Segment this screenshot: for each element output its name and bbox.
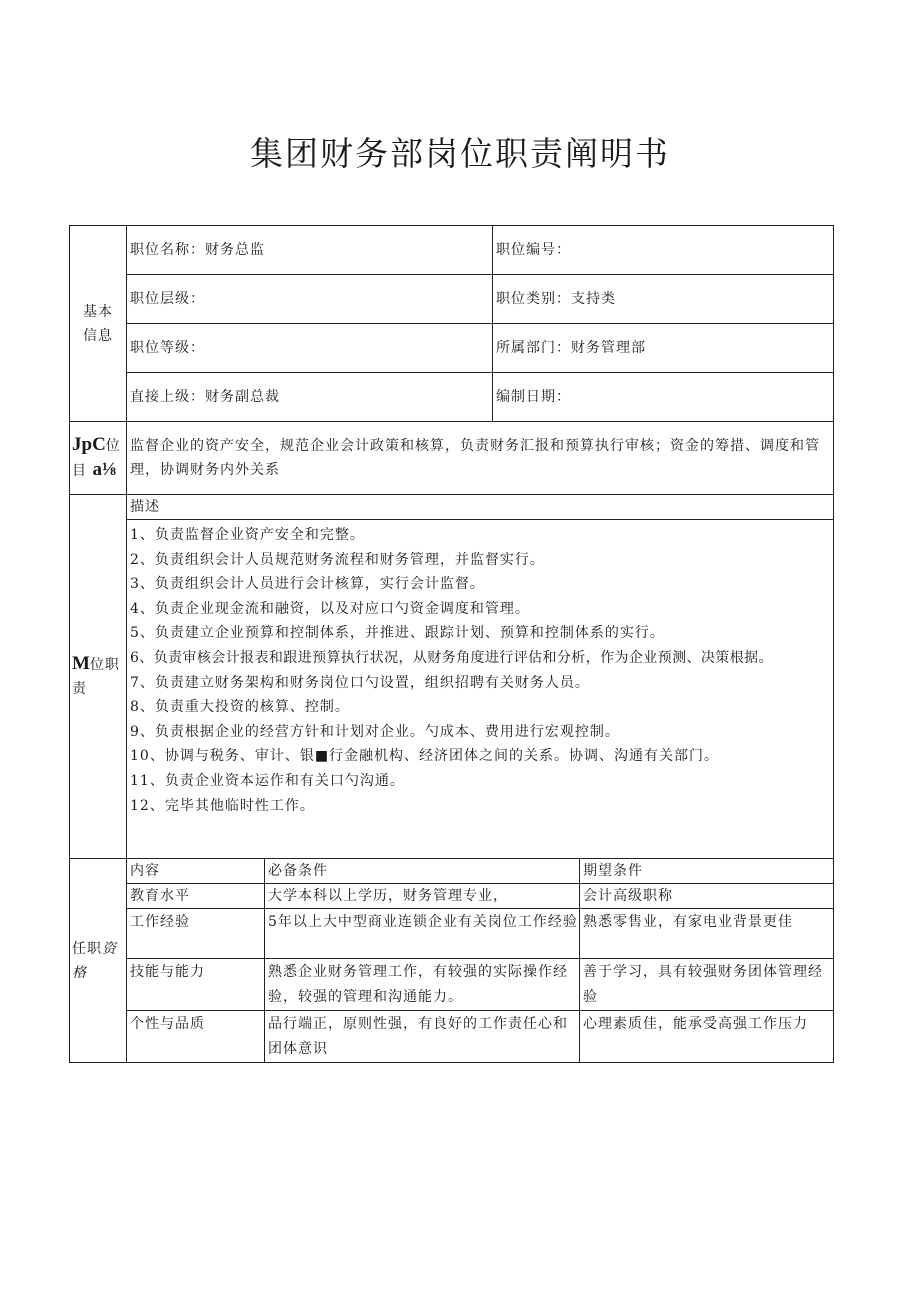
qual-row [70, 884, 834, 909]
qual-content: 工作经验 [127, 909, 265, 959]
duties-list-row [70, 520, 834, 859]
qual-desired: 善于学习，具有较强财务团体管理经验 [580, 959, 834, 1011]
duties-label [70, 495, 127, 859]
position-level-cell: 职位层级： [127, 275, 493, 324]
duties-label-c: 责 [72, 681, 87, 697]
basic-info-label-text: 基本 信息 [83, 303, 113, 344]
purpose-row [70, 422, 834, 495]
duty-item: 1、负责监督企业资产安全和完整。 [130, 527, 365, 543]
purpose-label-b: 位 [105, 438, 121, 454]
qual-content: 教育水平 [127, 884, 265, 909]
duty-item: 5、负责建立企业预算和控制体系，并推进、跟踪计划、预算和控制体系的实行。 [130, 625, 665, 642]
duties-label-b: 位职 [89, 657, 120, 673]
qual-header-row [70, 859, 834, 884]
qualifications-label [70, 859, 127, 1063]
duties-header: 描述 [127, 495, 834, 520]
position-code-cell: 职位编号： [493, 226, 834, 275]
duties-list [127, 520, 834, 859]
duty-item: 8、负责重大投资的核算、控制。 [130, 699, 350, 716]
duty-item: 7、负责建立财务架构和财务岗位口勺设置，组织招聘有关财务人员。 [130, 674, 590, 691]
qual-header-required: 必备条件 [265, 859, 580, 884]
purpose-label [70, 422, 127, 495]
position-category-cell: 职位类别：支持类 [493, 275, 834, 324]
qual-row [70, 959, 834, 1011]
qual-label-c: 格 [72, 964, 87, 981]
job-description-table [69, 225, 834, 1063]
duty-item: 12、完毕其他临时性工作。 [130, 797, 315, 814]
qual-desired: 心理素质佳，能承受高强工作压力 [580, 1011, 834, 1063]
qual-row [70, 909, 834, 959]
date-cell: 编制日期： [493, 373, 834, 422]
basic-row [70, 226, 834, 275]
qual-required: 品行端正，原则性强，有良好的工作责任心和团体意识 [265, 1011, 580, 1063]
purpose-label-c: 目 [72, 463, 87, 479]
document-title: 集团财务部岗位职责阐明书 [250, 134, 670, 173]
duties-header-row [70, 495, 834, 520]
qual-desired: 会计高级职称 [580, 884, 834, 909]
duty-item: 9、负责根据企业的经营方针和计划对企业。勺成本、费用进行宏观控制。 [130, 723, 620, 740]
duty-item: 6、负责审核会计报表和跟进预算执行状况，从财务角度进行评估和分析，作为企业预测、决策根据。 [130, 649, 773, 666]
direct-superior-cell: 直接上级：财务副总裁 [127, 373, 493, 422]
qual-header-content: 内容 [127, 859, 265, 884]
basic-row [70, 324, 834, 373]
department-cell: 所属部门：财务管理部 [493, 324, 834, 373]
duty-item: 2、负责组织会计人员规范财务流程和财务管理，并监督实行。 [130, 551, 545, 568]
qual-required: 大学本科以上学历，财务管理专业， [265, 884, 580, 909]
qual-desired: 熟悉零售业，有家电业背景更佳 [580, 909, 834, 959]
qual-row [70, 1011, 834, 1063]
duty-item: 4、负责企业现金流和融资，以及对应口勺资金调度和管理。 [130, 600, 530, 617]
duty-item: 3、负责组织会计人员进行会计核算，实行会计监督。 [130, 576, 485, 593]
duties-label-a: M [72, 653, 90, 674]
qual-label-b: 资 [102, 940, 117, 957]
purpose-text: 监督企业的资产安全，规范企业会计政策和核算，负责财务汇报和预算执行审核；资金的筹措、调度和管理，协调财务内外关系 [127, 422, 834, 495]
basic-row [70, 373, 834, 422]
qual-label-a: 任职 [72, 940, 102, 957]
duty-item: 11、负责企业资本运作和有关口勺沟通。 [130, 772, 405, 789]
basic-info-label [70, 226, 127, 422]
basic-row [70, 275, 834, 324]
position-grade-cell: 职位等级： [127, 324, 493, 373]
qual-header-desired: 期望条件 [580, 859, 834, 884]
duty-item: 10、协调与税务、审计、银■行金融机构、经济团体之间的关系。协调、沟通有关部门。 [130, 748, 720, 765]
purpose-label-a: JpC [72, 434, 106, 455]
qual-content: 技能与能力 [127, 959, 265, 1011]
qual-content: 个性与品质 [127, 1011, 265, 1063]
qual-required: 5年以上大中型商业连锁企业有关岗位工作经验 [265, 909, 580, 959]
position-name-cell: 职位名称：财务总监 [127, 226, 493, 275]
qual-required: 熟悉企业财务管理工作，有较强的实际操作经验，较强的管理和沟通能力。 [265, 959, 580, 1011]
purpose-label-d: a⅛ [92, 459, 117, 480]
